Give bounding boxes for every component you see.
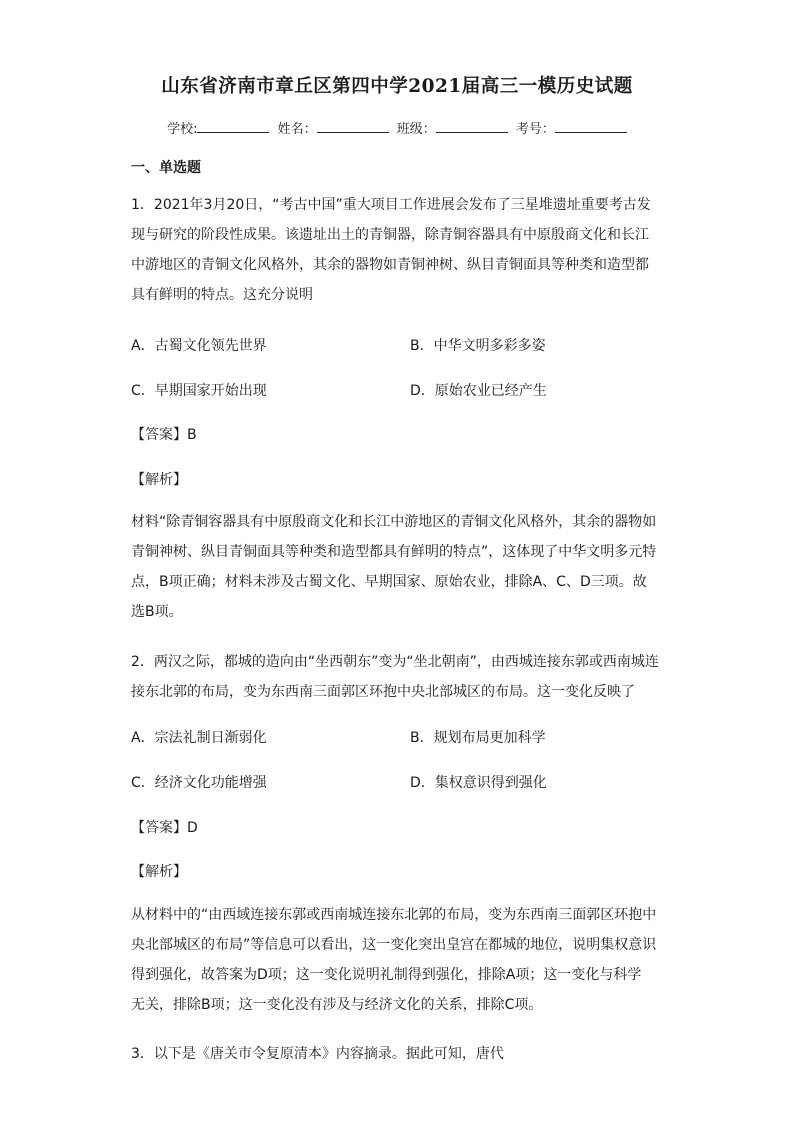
question-1-analysis-label: 【解析】 [131,472,187,488]
analysis-line: 点，B项正确；材料未涉及古蜀文化、早期国家、原始农业，排除A、C、D三项。故 [131,574,647,590]
question-3-stem: 3．以下是《唐关市令复原清本》内容摘录。据此可知，唐代 [131,1046,504,1062]
question-2-option-a: A．宗法礼制日渐弱化 [131,730,267,746]
exam-title: 山东省济南市章丘区第四中学2021届高三一模历史试题 [161,76,633,97]
question-1-option-a: A．古蜀文化领先世界 [131,338,267,354]
question-1-stem [131,190,661,310]
section-heading: 一、单选题 [131,160,201,176]
name-blank [317,120,389,133]
analysis-line: 央北部城区的布局”等信息可以看出，这一变化突出皇宫在都城的地位，说明集权意识 [131,937,657,953]
question-1-analysis [131,507,661,627]
question-2-line: 接东北郭的布局，变为东西南三面郭区环抱中央北部城区的布局。这一变化反映了 [131,684,635,700]
question-2-option-d: D．集权意识得到强化 [410,775,547,791]
question-1-line: 具有鲜明的特点。这充分说明 [131,287,313,303]
analysis-line: 从材料中的“由西域连接东郭或西南城连接东北郭的布局，变为东西南三面郭区环抱中 [131,907,657,923]
question-2-option-c: C．经济文化功能增强 [131,775,267,791]
exam-number-label: 考号： [515,122,555,137]
exam-number-blank [555,120,627,133]
question-1-line: 1．2021年3月20日，“考古中国”重大项目工作进展会发布了三星堆遗址重要考古发 [131,197,651,213]
analysis-line: 无关，排除B项；这一变化没有涉及与经济文化的关系，排除C项。 [131,997,543,1013]
question-1-answer: 【答案】B [131,427,197,443]
school-label: 学校: [167,122,198,137]
analysis-line: 材料“除青铜容器具有中原殷商文化和长江中游地区的青铜文化风格外，其余的器物如 [131,514,657,530]
question-2-stem [131,647,661,707]
student-info-row [0,118,794,137]
question-2-analysis-label: 【解析】 [131,864,187,880]
analysis-line: 选B项。 [131,604,183,620]
question-2-option-b: B．规划布局更加科学 [410,730,546,746]
class-blank [436,120,508,133]
name-label: 姓名： [277,122,317,137]
class-label: 班级： [396,122,436,137]
question-2-analysis [131,900,661,1020]
question-1-option-d: D．原始农业已经产生 [410,383,547,399]
question-1-line: 中游地区的青铜文化风格外，其余的器物如青铜神树、纵目青铜面具等种类和造型都 [131,257,649,273]
question-2-line: 2．两汉之际，都城的造向由“坐西朝东”变为“坐北朝南”，由西城连接东郭或西南城连 [131,654,659,670]
school-blank [197,120,269,133]
question-1-line: 现与研究的阶段性成果。该遗址出土的青铜器，除青铜容器具有中原殷商文化和长江 [131,227,649,243]
question-2-answer: 【答案】D [131,820,198,836]
question-1-option-c: C．早期国家开始出现 [131,383,267,399]
analysis-line: 得到强化，故答案为D项；这一变化说明礼制得到强化，排除A项；这一变化与科学 [131,967,642,983]
analysis-line: 青铜神树、纵目青铜面具等种类和造型都具有鲜明的特点”，这体现了中华文明多元特 [131,544,657,560]
question-1-option-b: B．中华文明多彩多姿 [410,338,546,354]
